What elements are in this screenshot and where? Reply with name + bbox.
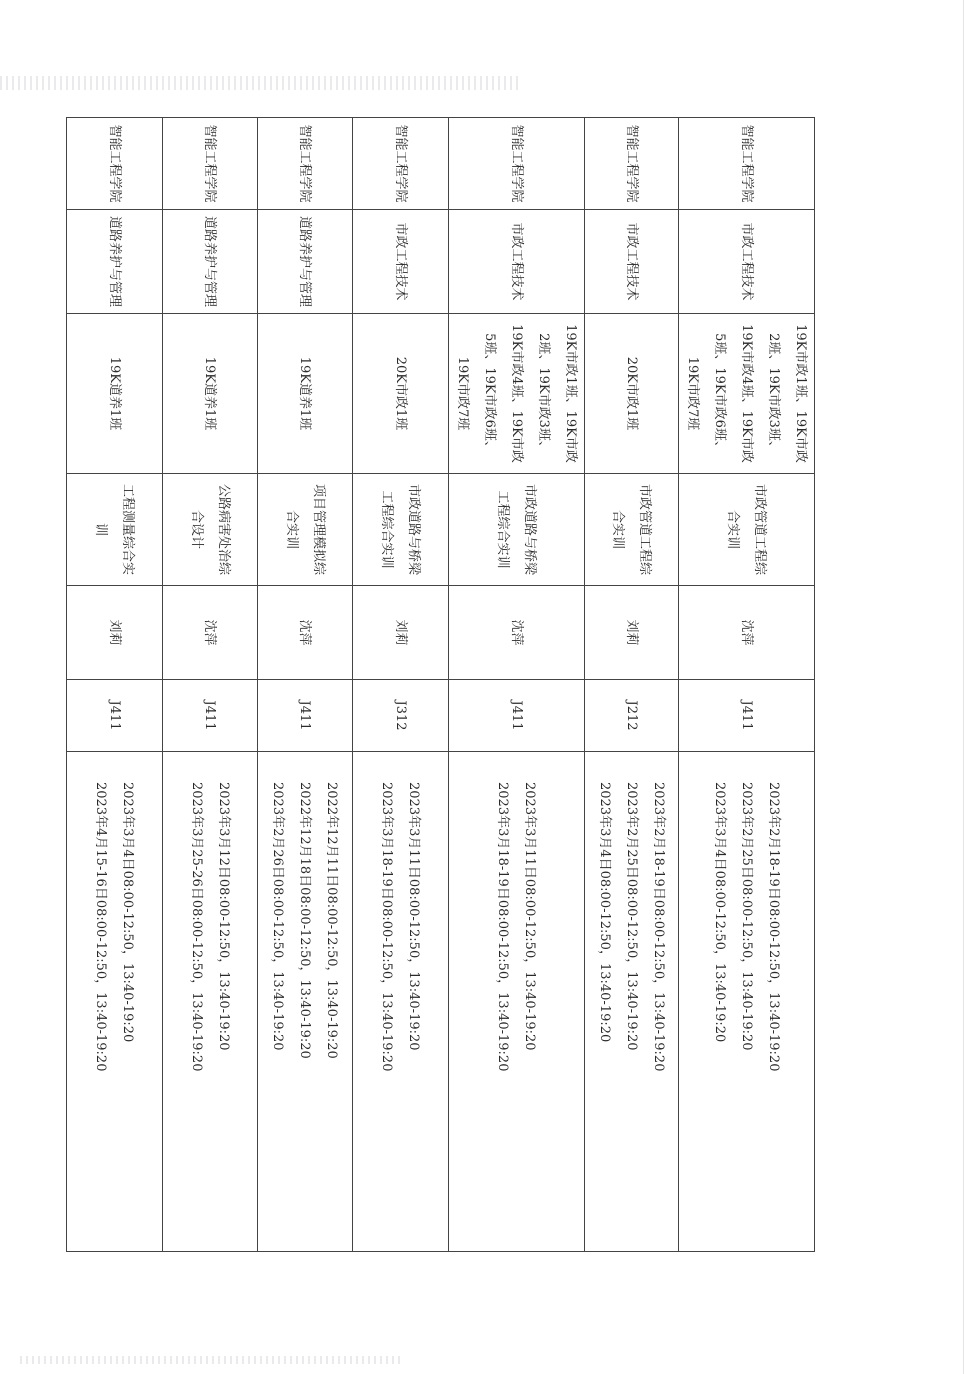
course-cell: 市政道路与桥梁工程综合实训 — [449, 474, 585, 586]
major-cell: 市政工程技术 — [585, 210, 679, 314]
major-cell: 道路养护与管理 — [67, 210, 163, 314]
college-cell: 智能工程学院 — [258, 118, 353, 210]
course-cell: 市政管道工程综合实训 — [585, 474, 679, 586]
scan-artifact-bottom — [20, 1356, 400, 1364]
date-line: 2023年3月18-19日08:00-12:50，13:40-19:20 — [379, 782, 395, 1072]
date-line: 2023年3月4日08:00-12:50，13:40-19:20 — [712, 782, 727, 1043]
dates-cell — [67, 752, 163, 1252]
table-row — [258, 118, 353, 1252]
date-line: 2023年2月25日08:00-12:50，13:40-19:20 — [624, 782, 639, 1051]
college-cell: 智能工程学院 — [585, 118, 679, 210]
room-cell: J312 — [353, 680, 449, 752]
date-line: 2023年2月25日08:00-12:50，13:40-19:20 — [739, 782, 754, 1051]
classes-cell: 20K市政1班 — [585, 314, 679, 474]
classes-cell: 19K市政1班、19K市政2班、19K市政3班、19K市政4班、19K市政5班、19K市政6班、19K市政7班 — [449, 314, 585, 474]
college-cell: 智能工程学院 — [163, 118, 258, 210]
dates-cell — [585, 752, 679, 1252]
table-row — [679, 118, 815, 1252]
teacher-cell: 沈萍 — [449, 586, 585, 680]
table-row — [67, 118, 163, 1252]
date-line: 2023年4月15-16日08:00-12:50，13:40-19:20 — [93, 782, 109, 1072]
college-cell: 智能工程学院 — [679, 118, 815, 210]
date-line: 2022年12月18日08:00-12:50，13:40-19:20 — [297, 782, 313, 1059]
teacher-cell: 刘莉 — [585, 586, 679, 680]
course-cell: 工程测量综合实训 — [67, 474, 163, 586]
dates-cell — [163, 752, 258, 1252]
date-line: 2023年2月26日08:00-12:50，13:40-19:20 — [270, 782, 286, 1051]
date-line: 2023年3月4日08:00-12:50，13:40-19:20 — [120, 782, 136, 1043]
table-row — [449, 118, 585, 1252]
teacher-cell: 沈萍 — [258, 586, 353, 680]
date-line: 2023年2月18-19日08:00-12:50，13:40-19:20 — [766, 782, 781, 1072]
date-line: 2023年3月4日08:00-12:50，13:40-19:20 — [597, 782, 612, 1043]
classes-cell: 19K道养1班 — [163, 314, 258, 474]
course-cell: 项目管理模拟综合实训 — [258, 474, 353, 586]
teacher-cell: 沈萍 — [163, 586, 258, 680]
major-cell: 道路养护与管理 — [163, 210, 258, 314]
college-cell: 智能工程学院 — [67, 118, 163, 210]
room-cell: J411 — [679, 680, 815, 752]
course-cell: 市政管道工程综合实训 — [679, 474, 815, 586]
college-cell: 智能工程学院 — [449, 118, 585, 210]
room-cell: J411 — [67, 680, 163, 752]
major-cell: 市政工程技术 — [449, 210, 585, 314]
teacher-cell: 刘莉 — [67, 586, 163, 680]
classes-cell: 19K道养1班 — [67, 314, 163, 474]
date-line: 2023年3月11日08:00-12:50，13:40-19:20 — [406, 782, 422, 1051]
teacher-cell: 刘莉 — [353, 586, 449, 680]
date-line: 2023年3月18-19日08:00-12:50，13:40-19:20 — [495, 782, 511, 1072]
dates-cell — [449, 752, 585, 1252]
teacher-cell: 沈萍 — [679, 586, 815, 680]
major-cell: 市政工程技术 — [679, 210, 815, 314]
classes-cell: 19K市政1班、19K市政2班、19K市政3班、19K市政4班、19K市政5班、19K市政6班、19K市政7班 — [679, 314, 815, 474]
course-cell: 市政道路与桥梁工程综合实训 — [353, 474, 449, 586]
major-cell: 市政工程技术 — [353, 210, 449, 314]
room-cell: J212 — [585, 680, 679, 752]
college-cell: 智能工程学院 — [353, 118, 449, 210]
course-cell: 公路病害处治综合设计 — [163, 474, 258, 586]
date-line: 2023年3月12日08:00-12:50，13:40-19:20 — [216, 782, 231, 1051]
date-line: 2022年12月11日08:00-12:50，13:40-19:20 — [324, 782, 340, 1059]
classes-cell: 19K道养1班 — [258, 314, 353, 474]
major-cell: 道路养护与管理 — [258, 210, 353, 314]
table-row — [353, 118, 449, 1252]
room-cell: J411 — [449, 680, 585, 752]
rotated-page — [80, 117, 815, 1251]
dates-cell — [258, 752, 353, 1252]
classes-cell: 20K市政1班 — [353, 314, 449, 474]
table-row — [585, 118, 679, 1252]
date-line: 2023年3月25-26日08:00-12:50，13:40-19:20 — [189, 782, 204, 1072]
scan-artifact-top — [0, 76, 520, 90]
schedule-table — [66, 117, 815, 1252]
dates-cell — [679, 752, 815, 1252]
date-line: 2023年2月18-19日08:00-12:50，13:40-19:20 — [651, 782, 666, 1072]
room-cell: J411 — [163, 680, 258, 752]
date-line: 2023年3月11日08:00-12:50，13:40-19:20 — [522, 782, 538, 1051]
room-cell: J411 — [258, 680, 353, 752]
dates-cell — [353, 752, 449, 1252]
table-row — [163, 118, 258, 1252]
